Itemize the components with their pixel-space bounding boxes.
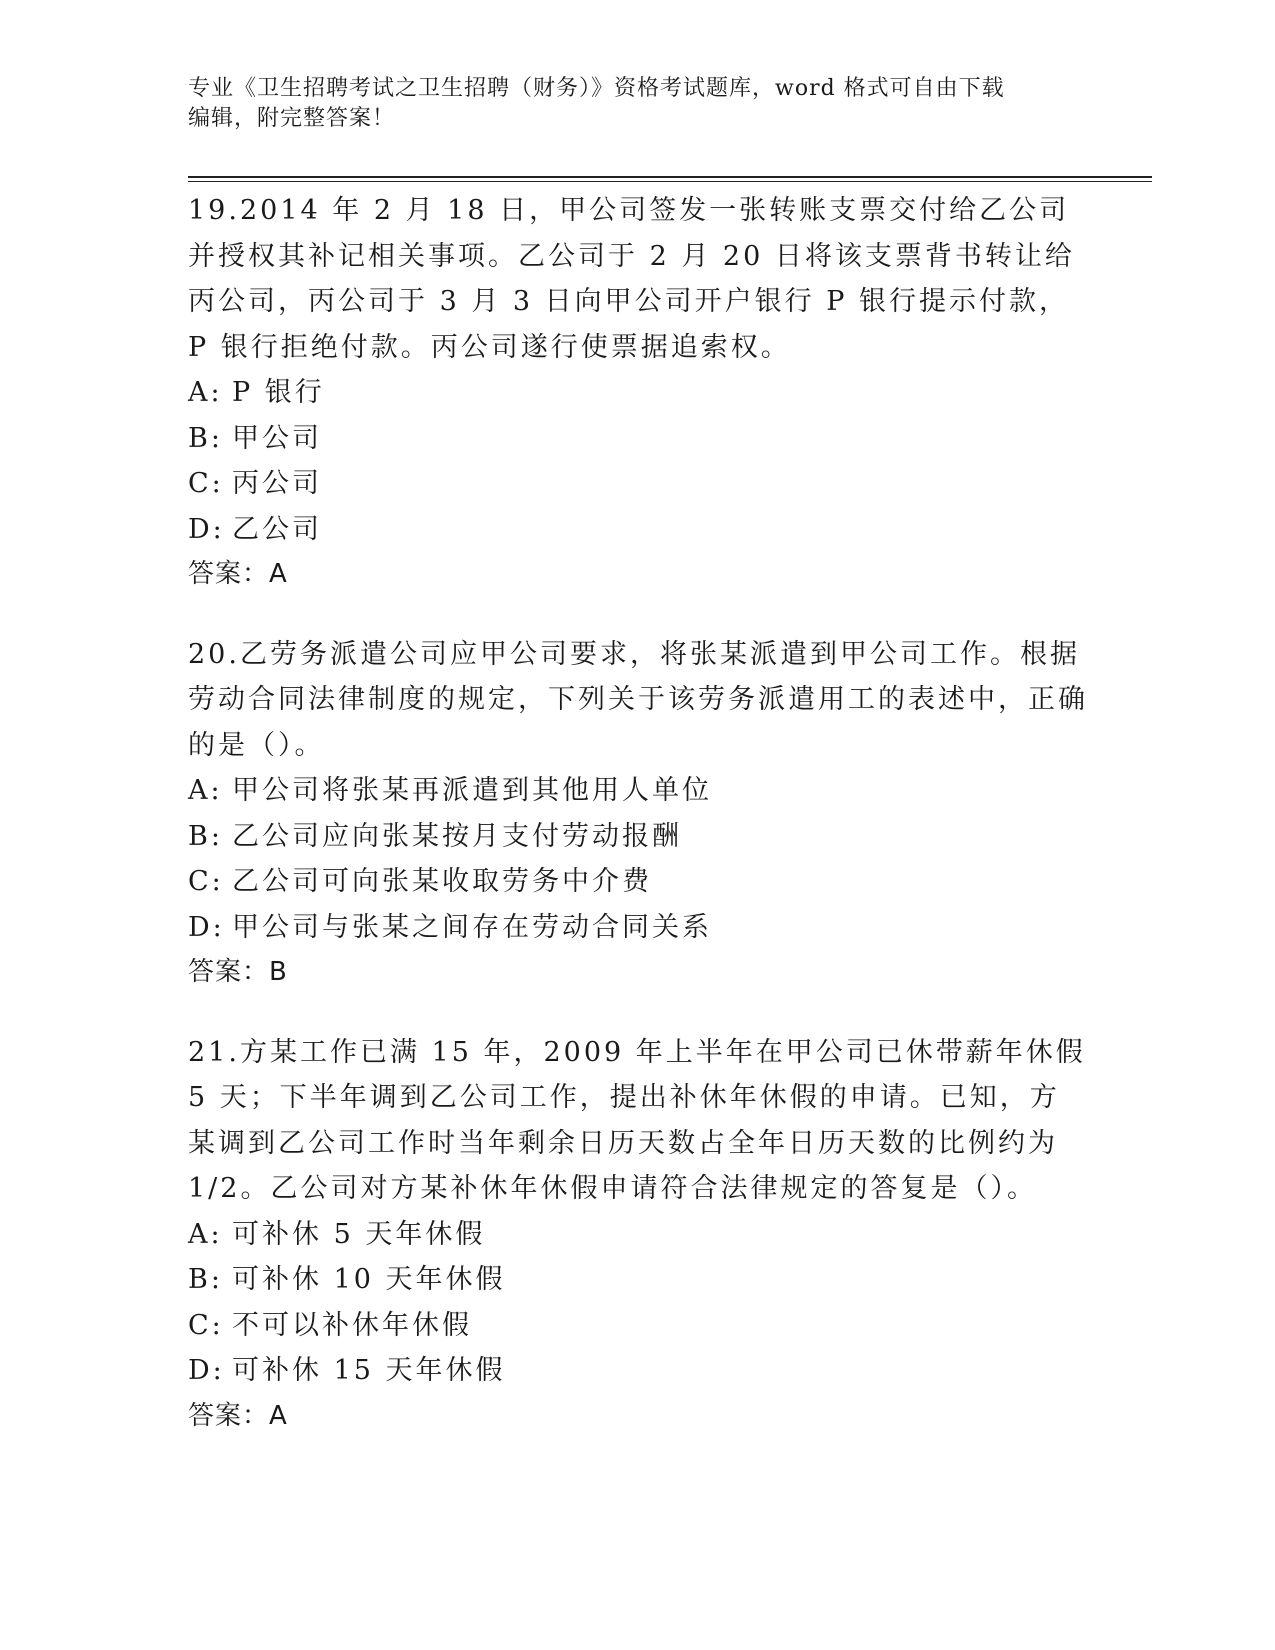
option-key: A:	[188, 377, 223, 408]
option-text: 甲公司	[232, 422, 322, 454]
option-d	[188, 1348, 1088, 1394]
option-key: D:	[188, 513, 225, 545]
option-key: B:	[188, 820, 223, 852]
option-text: 乙公司应向张某按月支付劳动报酬	[232, 820, 682, 852]
option-text: 丙公司	[232, 468, 322, 499]
option-text: 甲公司将张某再派遣到其他用人单位	[232, 775, 712, 806]
option-a	[188, 1212, 1088, 1258]
answer-label: 答案：A	[188, 1400, 288, 1431]
option-key: C:	[188, 866, 224, 897]
option-key: C:	[188, 1309, 224, 1341]
question-stem: 21.方某工作已满 15 年，2009 年上半年在甲公司已休带薪年休假 5 天；下半年调到乙公司工作，提出补休年休假的申请。已知，方某调到乙公司工作时当年剩余日历天数占全年日历天数的比例约为 1/2。乙公司对方某补休年休假申请符合法律规定的答复是（）。	[188, 1036, 1086, 1204]
question-list	[188, 188, 1088, 1473]
option-c	[188, 461, 1088, 507]
header-divider-thick	[188, 176, 1152, 178]
option-key: D:	[188, 911, 225, 943]
header-line-2: 编辑，附完整答案！	[188, 106, 396, 131]
document-header	[188, 74, 1088, 134]
header-line-1: 专业《卫生招聘考试之卫生招聘（财务）》资格考试题库，word 格式可自由下载	[188, 76, 1005, 101]
option-text: 可补休 10 天年休假	[232, 1264, 506, 1295]
header-divider-thin	[188, 181, 1152, 182]
question-19	[188, 188, 1088, 598]
option-text: 乙公司	[232, 513, 322, 545]
option-key: D:	[188, 1355, 225, 1386]
option-text: 甲公司与张某之间存在劳动合同关系	[232, 911, 712, 943]
option-a	[188, 370, 1088, 416]
option-text: 可补休 5 天年休假	[232, 1218, 486, 1250]
option-a	[188, 768, 1088, 814]
answer-label: 答案：A	[188, 559, 288, 589]
option-b	[188, 416, 1088, 462]
option-text: 可补休 15 天年休假	[232, 1355, 506, 1386]
option-c	[188, 1303, 1088, 1349]
option-c	[188, 859, 1088, 905]
option-key: A:	[188, 1218, 223, 1250]
question-20	[188, 632, 1088, 996]
option-key: C:	[188, 468, 224, 499]
option-b	[188, 814, 1088, 860]
option-text: 不可以补休年休假	[232, 1309, 472, 1341]
option-key: B:	[188, 1264, 223, 1295]
option-text: P 银行	[232, 377, 325, 408]
option-key: A:	[188, 775, 223, 806]
option-text: 乙公司可向张某收取劳务中介费	[232, 866, 652, 897]
option-key: B:	[188, 422, 223, 454]
option-d	[188, 507, 1088, 553]
option-b	[188, 1257, 1088, 1303]
question-21	[188, 1030, 1088, 1440]
option-d	[188, 905, 1088, 951]
answer-label: 答案：B	[188, 957, 288, 987]
question-stem: 19.2014 年 2 月 18 日，甲公司签发一张转账支票交付给乙公司并授权其补记相关事项。乙公司于 2 月 20 日将该支票背书转让给丙公司，丙公司于 3 月 3 日向甲公司开户银行 P 银行提示付款，P 银行拒绝付款。丙公司遂行使票据追索权。	[188, 195, 1075, 363]
question-stem: 20.乙劳务派遣公司应甲公司要求，将张某派遣到甲公司工作。根据劳动合同法律制度的规定，下列关于该劳务派遣用工的表述中，正确的是（）。	[188, 638, 1088, 761]
